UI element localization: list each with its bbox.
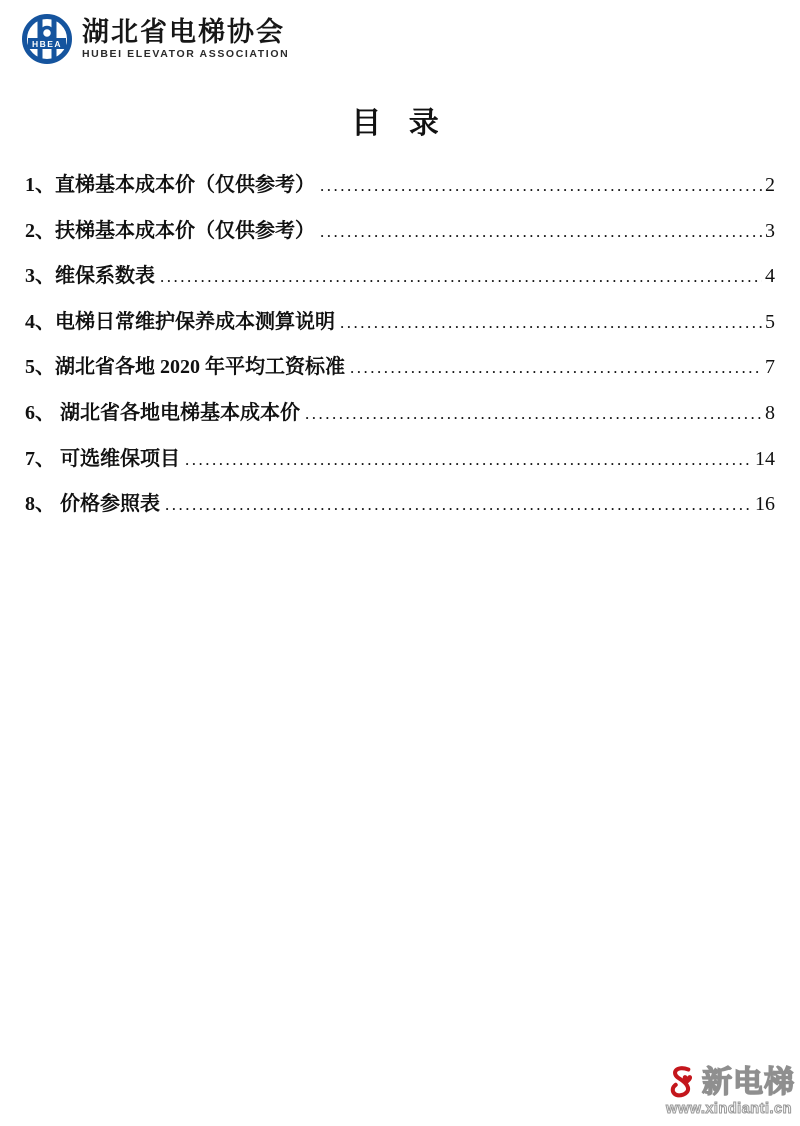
toc-page-number: 7: [765, 356, 775, 379]
toc-entry-label: 1、直梯基本成本价（仅供参考）: [25, 174, 315, 196]
association-name-block: [82, 18, 289, 60]
toc-page-number: 3: [765, 219, 775, 242]
toc-entry[interactable]: [25, 350, 775, 396]
toc-entry-label: 3、维保系数表: [25, 265, 155, 288]
toc-entry[interactable]: [25, 305, 775, 351]
toc-entry[interactable]: [25, 487, 775, 533]
toc-entry-label: 2、扶梯基本成本价（仅供参考）: [25, 219, 315, 242]
toc-page-number: 16: [755, 493, 775, 516]
toc-entry[interactable]: [25, 259, 775, 305]
toc-entry-label: 7、 可选维保项目: [25, 447, 180, 470]
toc-leader-dots: [185, 450, 752, 470]
toc-page-number: 2: [765, 174, 775, 196]
association-name-cn: 湖北省电梯协会: [82, 16, 285, 47]
toc-entry-label: 5、湖北省各地 2020 年平均工资标准: [25, 356, 345, 379]
toc-page-number: 4: [765, 265, 775, 288]
watermark-brand-row: [663, 1065, 795, 1101]
toc-leader-dots: [350, 358, 762, 378]
toc-leader-dots: [320, 222, 762, 242]
watermark-url: www.xindianti.cn: [666, 1101, 792, 1117]
toc-leader-dots: [340, 313, 762, 333]
xindianti-logo-icon: [663, 1065, 701, 1101]
toc-page-number: 14: [755, 447, 775, 470]
hbea-logo-acronym: HBEA: [31, 39, 63, 49]
toc-entry-label: 4、电梯日常维护保养成本测算说明: [25, 310, 335, 333]
association-name-en: HUBEI ELEVATOR ASSOCIATION: [82, 48, 290, 61]
xindianti-watermark: [663, 1065, 795, 1117]
hbea-logo-icon: [21, 13, 73, 65]
toc-list: [25, 168, 775, 533]
association-header: [0, 0, 800, 67]
toc-entry[interactable]: [25, 396, 775, 442]
toc-title: 目 录: [351, 107, 449, 140]
toc-entry[interactable]: [25, 168, 775, 214]
toc-leader-dots: [160, 267, 762, 287]
watermark-brand-text: 新电梯: [702, 1066, 795, 1099]
toc-leader-dots: [320, 176, 762, 196]
toc-entry-label: 8、 价格参照表: [25, 493, 160, 516]
toc-leader-dots: [305, 404, 762, 424]
toc-page-number: 8: [765, 401, 775, 424]
toc-entry[interactable]: [25, 214, 775, 260]
toc-entry-label: 6、 湖北省各地电梯基本成本价: [25, 401, 300, 424]
toc-leader-dots: [165, 495, 752, 515]
toc-entry[interactable]: [25, 442, 775, 488]
toc-page-number: 5: [765, 310, 775, 333]
